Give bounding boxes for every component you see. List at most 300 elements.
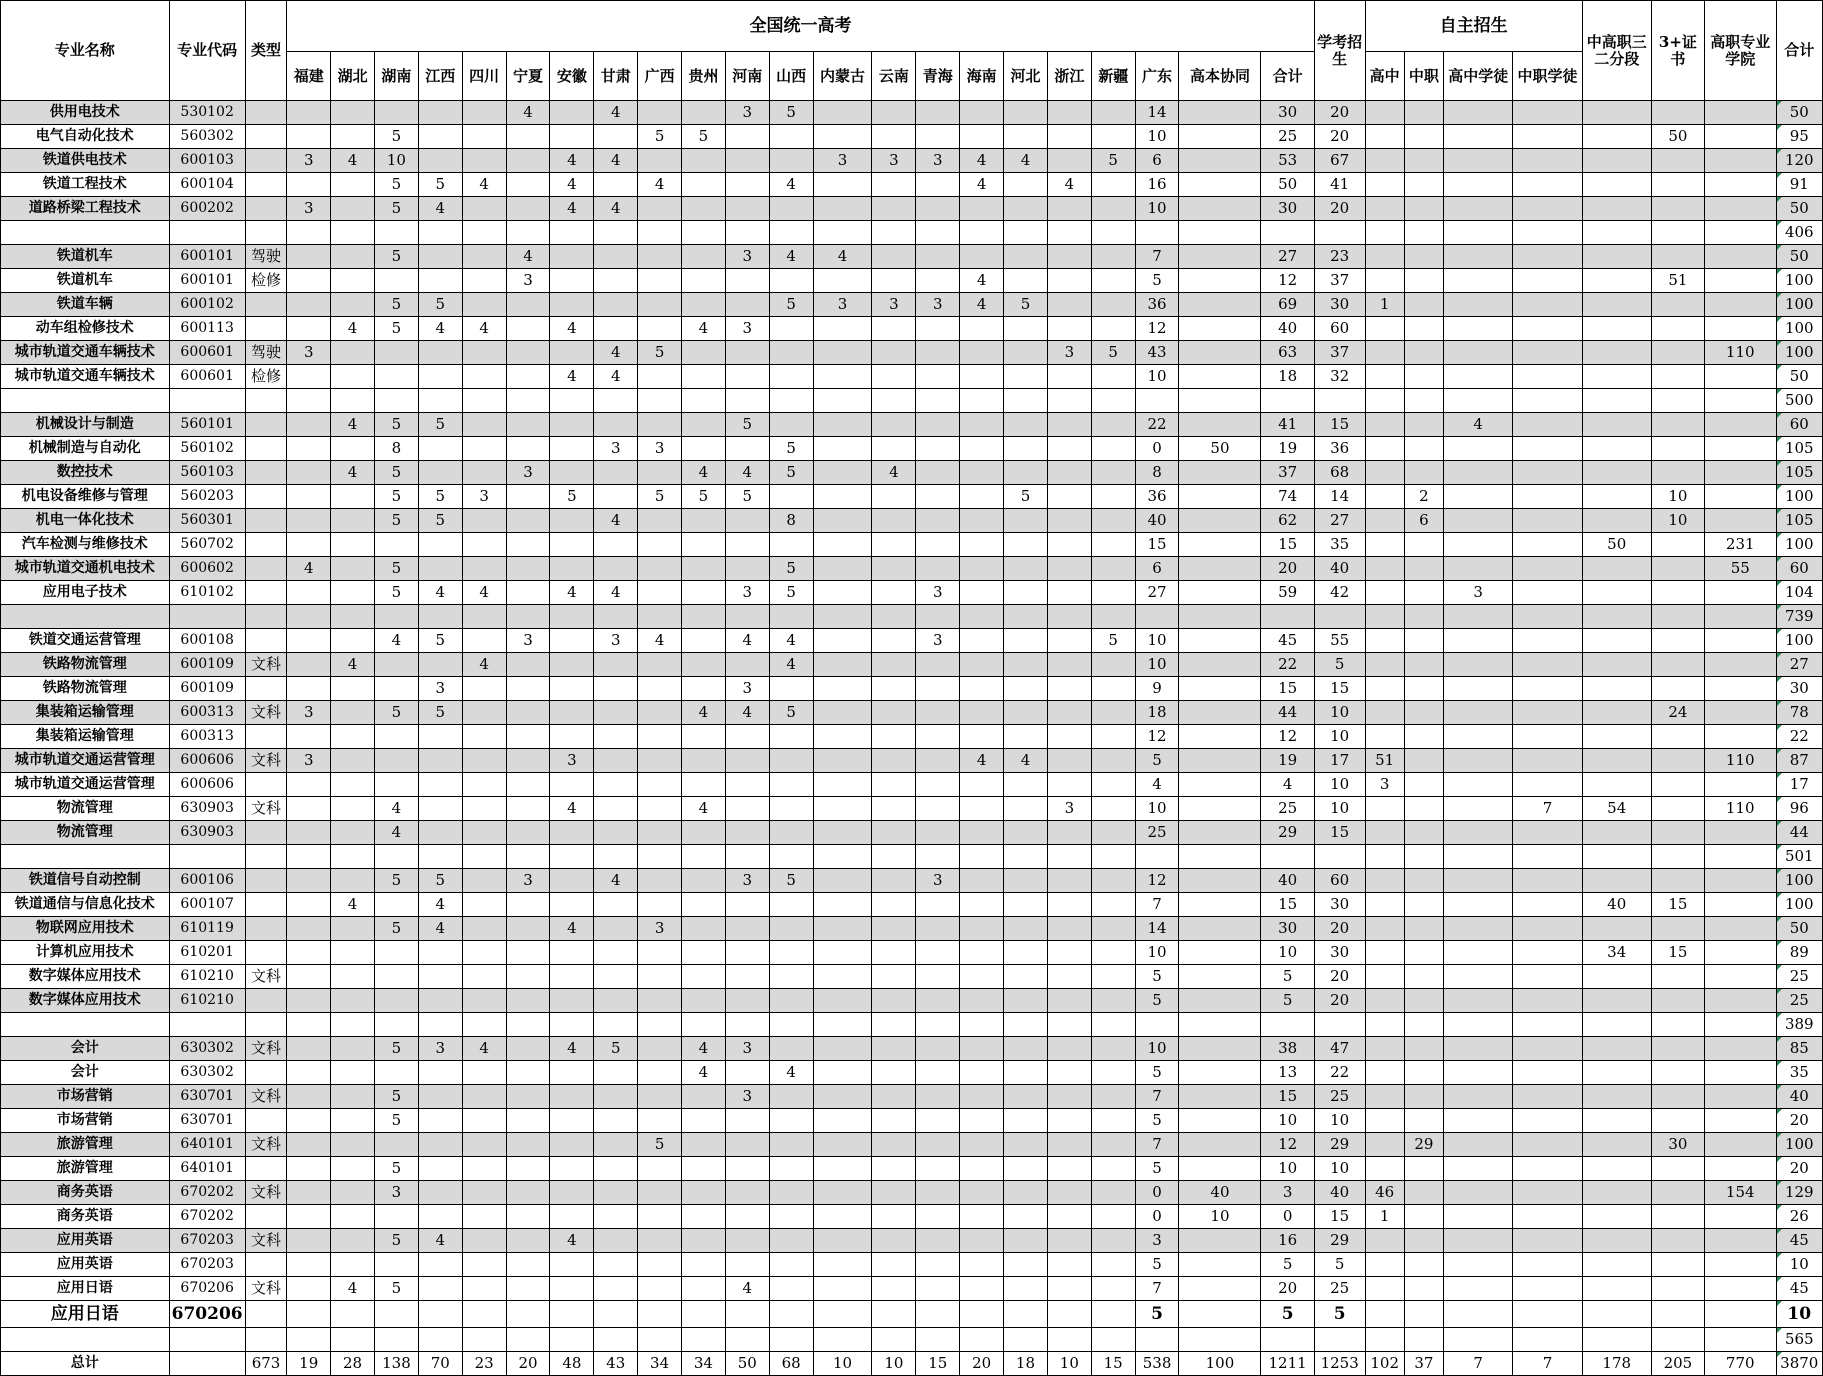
table-cell: [725, 1229, 769, 1253]
table-cell: [872, 221, 916, 245]
table-cell: [550, 269, 594, 293]
table-cell: [1404, 605, 1443, 629]
table-cell: 69: [1261, 293, 1314, 317]
table-cell: [594, 317, 638, 341]
table-cell: [1365, 221, 1404, 245]
table-cell: [1091, 461, 1135, 485]
table-cell: [1179, 1229, 1261, 1253]
major-name-cell: 机电一体化技术: [1, 509, 170, 533]
table-cell: 10: [1047, 1352, 1091, 1376]
table-cell: [1444, 965, 1513, 989]
table-cell: 7: [1513, 1352, 1582, 1376]
table-cell: 4: [1047, 173, 1091, 197]
table-cell: [1004, 197, 1048, 221]
table-cell: [1651, 605, 1704, 629]
table-cell: [725, 125, 769, 149]
table-cell: [1582, 461, 1651, 485]
table-cell: [462, 1277, 506, 1301]
table-cell: [1365, 1229, 1404, 1253]
table-cell: [1365, 1277, 1404, 1301]
table-row: [1, 917, 1823, 941]
table-cell: [1047, 533, 1091, 557]
type-cell: [245, 509, 287, 533]
header-province: 江西: [418, 52, 462, 101]
table-cell: [331, 941, 375, 965]
table-cell: [682, 1133, 726, 1157]
row-total-cell: 85: [1776, 1037, 1822, 1061]
table-cell: [594, 1181, 638, 1205]
table-cell: 15: [1651, 941, 1704, 965]
table-cell: [769, 1157, 813, 1181]
table-cell: 0: [1135, 1205, 1179, 1229]
table-cell: 44: [1261, 701, 1314, 725]
table-cell: [872, 557, 916, 581]
table-cell: 5: [418, 701, 462, 725]
table-cell: [1651, 389, 1704, 413]
type-cell: [245, 677, 287, 701]
table-cell: [1365, 1253, 1404, 1277]
table-cell: [1704, 245, 1776, 269]
table-cell: [1513, 869, 1582, 893]
table-cell: 14: [1135, 917, 1179, 941]
table-cell: [1704, 821, 1776, 845]
table-cell: [1404, 317, 1443, 341]
table-cell: [550, 1205, 594, 1229]
table-cell: [462, 917, 506, 941]
table-cell: 41: [1261, 413, 1314, 437]
table-cell: 5: [1261, 1301, 1314, 1328]
table-cell: 4: [331, 653, 375, 677]
type-cell: [245, 1328, 287, 1352]
table-cell: 5: [769, 293, 813, 317]
table-cell: [1704, 293, 1776, 317]
table-cell: [287, 917, 331, 941]
major-code-cell: 560702: [169, 533, 245, 557]
table-cell: [682, 845, 726, 869]
table-cell: [769, 965, 813, 989]
table-cell: [331, 101, 375, 125]
table-cell: 50: [725, 1352, 769, 1376]
type-cell: [245, 125, 287, 149]
row-total-cell: 105: [1776, 461, 1822, 485]
table-cell: [769, 1181, 813, 1205]
table-cell: 231: [1704, 533, 1776, 557]
table-cell: 25: [1261, 797, 1314, 821]
table-row: [1, 197, 1823, 221]
row-total-cell: 100: [1776, 629, 1822, 653]
major-name-cell: 商务英语: [1, 1181, 170, 1205]
table-cell: [1513, 989, 1582, 1013]
table-cell: [375, 605, 419, 629]
table-cell: [1704, 485, 1776, 509]
table-cell: [682, 1157, 726, 1181]
table-cell: [1365, 1013, 1404, 1037]
table-cell: [1091, 1157, 1135, 1181]
table-cell: 23: [1314, 245, 1365, 269]
table-cell: [594, 413, 638, 437]
table-cell: [1004, 389, 1048, 413]
table-cell: 10: [1314, 725, 1365, 749]
table-cell: 8: [769, 509, 813, 533]
table-cell: [462, 245, 506, 269]
table-cell: 30: [1261, 917, 1314, 941]
table-cell: [331, 341, 375, 365]
table-cell: [1513, 125, 1582, 149]
table-cell: [418, 725, 462, 749]
table-cell: [506, 1301, 550, 1328]
major-code-cell: [169, 1328, 245, 1352]
row-total-cell: 95: [1776, 125, 1822, 149]
table-cell: [872, 245, 916, 269]
table-cell: 5: [418, 293, 462, 317]
table-cell: [1582, 845, 1651, 869]
table-cell: [1091, 221, 1135, 245]
header-xuekao: 学考招生: [1314, 1, 1365, 101]
table-cell: [1513, 293, 1582, 317]
table-cell: [638, 581, 682, 605]
table-cell: 4: [960, 173, 1004, 197]
row-total-cell: 100: [1776, 317, 1822, 341]
table-cell: [1404, 413, 1443, 437]
table-cell: [769, 845, 813, 869]
table-cell: [769, 1013, 813, 1037]
table-cell: [287, 821, 331, 845]
table-cell: [638, 557, 682, 581]
major-name-cell: 会计: [1, 1037, 170, 1061]
table-cell: 5: [769, 461, 813, 485]
table-cell: [375, 773, 419, 797]
table-row: [1, 749, 1823, 773]
table-cell: [638, 797, 682, 821]
table-cell: [1513, 701, 1582, 725]
table-cell: 3: [1365, 773, 1404, 797]
header-type: 类型: [245, 1, 287, 101]
table-cell: [506, 1157, 550, 1181]
table-cell: [594, 389, 638, 413]
type-cell: [245, 1157, 287, 1181]
table-cell: [1513, 509, 1582, 533]
table-cell: 3: [594, 629, 638, 653]
table-cell: 60: [1314, 869, 1365, 893]
table-cell: [916, 725, 960, 749]
table-cell: [1582, 1205, 1651, 1229]
table-cell: 4: [550, 581, 594, 605]
table-cell: 36: [1135, 485, 1179, 509]
table-cell: 15: [1651, 893, 1704, 917]
table-cell: [682, 533, 726, 557]
table-cell: [287, 461, 331, 485]
table-cell: [1179, 797, 1261, 821]
table-cell: 5: [375, 125, 419, 149]
row-total-cell: 50: [1776, 101, 1822, 125]
table-cell: [550, 1157, 594, 1181]
table-cell: [916, 389, 960, 413]
table-cell: [1004, 245, 1048, 269]
table-cell: [1704, 869, 1776, 893]
table-cell: [594, 269, 638, 293]
table-cell: 4: [594, 581, 638, 605]
table-cell: [682, 365, 726, 389]
table-cell: 3: [725, 245, 769, 269]
table-cell: [331, 725, 375, 749]
table-cell: [331, 1037, 375, 1061]
table-cell: 22: [1135, 413, 1179, 437]
major-name-cell: 旅游管理: [1, 1133, 170, 1157]
table-cell: [1047, 629, 1091, 653]
table-cell: [331, 1013, 375, 1037]
type-cell: 驾驶: [245, 341, 287, 365]
table-cell: [1704, 1037, 1776, 1061]
table-cell: 5: [375, 1085, 419, 1109]
table-cell: [872, 917, 916, 941]
table-cell: [594, 1133, 638, 1157]
table-cell: [1261, 845, 1314, 869]
table-cell: [813, 821, 872, 845]
table-cell: 4: [418, 317, 462, 341]
table-cell: [638, 1328, 682, 1352]
table-row: [1, 533, 1823, 557]
table-cell: [813, 941, 872, 965]
table-cell: 15: [1314, 821, 1365, 845]
type-cell: [245, 389, 287, 413]
table-cell: [462, 341, 506, 365]
table-cell: [769, 533, 813, 557]
table-cell: [1091, 797, 1135, 821]
table-cell: [1047, 917, 1091, 941]
type-cell: [245, 149, 287, 173]
table-cell: [813, 1061, 872, 1085]
table-cell: [725, 1301, 769, 1328]
table-cell: [1179, 1109, 1261, 1133]
table-cell: [638, 1157, 682, 1181]
table-cell: [1513, 893, 1582, 917]
table-cell: [872, 941, 916, 965]
table-cell: 62: [1261, 509, 1314, 533]
table-cell: [960, 461, 1004, 485]
table-cell: [1004, 821, 1048, 845]
table-cell: [462, 989, 506, 1013]
table-cell: [916, 1328, 960, 1352]
table-cell: [1704, 1277, 1776, 1301]
table-cell: [1404, 269, 1443, 293]
table-cell: [1582, 389, 1651, 413]
type-cell: [245, 893, 287, 917]
table-cell: 4: [550, 197, 594, 221]
table-row: [1, 629, 1823, 653]
table-cell: [1404, 221, 1443, 245]
table-cell: [916, 461, 960, 485]
table-cell: [725, 749, 769, 773]
table-cell: [769, 797, 813, 821]
table-cell: 3: [1047, 341, 1091, 365]
table-cell: [462, 149, 506, 173]
table-cell: [1091, 749, 1135, 773]
table-cell: [287, 221, 331, 245]
table-cell: 205: [1651, 1352, 1704, 1376]
table-cell: [1651, 1061, 1704, 1085]
table-cell: [1704, 197, 1776, 221]
table-cell: [418, 605, 462, 629]
table-cell: [287, 245, 331, 269]
table-cell: [594, 605, 638, 629]
table-cell: [462, 461, 506, 485]
table-cell: [682, 1109, 726, 1133]
major-name-cell: 数字媒体应用技术: [1, 989, 170, 1013]
table-cell: 4: [550, 173, 594, 197]
table-cell: [682, 629, 726, 653]
table-cell: [1365, 509, 1404, 533]
table-cell: [1513, 629, 1582, 653]
table-cell: [769, 1301, 813, 1328]
table-cell: [1091, 941, 1135, 965]
table-cell: [506, 173, 550, 197]
table-cell: 10: [1261, 941, 1314, 965]
table-cell: [1704, 1109, 1776, 1133]
table-cell: [331, 245, 375, 269]
table-cell: [1651, 1229, 1704, 1253]
major-code-cell: 630701: [169, 1109, 245, 1133]
major-code-cell: [169, 221, 245, 245]
table-cell: [506, 773, 550, 797]
table-cell: [375, 1301, 419, 1328]
table-cell: [916, 341, 960, 365]
table-cell: 10: [1314, 1157, 1365, 1181]
table-cell: [638, 653, 682, 677]
table-cell: [1404, 821, 1443, 845]
table-cell: [960, 125, 1004, 149]
row-total-cell: 100: [1776, 893, 1822, 917]
table-row: [1, 341, 1823, 365]
table-cell: [594, 293, 638, 317]
major-name-cell: 铁道信号自动控制: [1, 869, 170, 893]
table-row: [1, 1253, 1823, 1277]
table-cell: [916, 605, 960, 629]
table-cell: [1365, 605, 1404, 629]
table-cell: [1004, 581, 1048, 605]
table-cell: 5: [375, 1229, 419, 1253]
table-cell: 20: [1314, 101, 1365, 125]
table-cell: [1365, 629, 1404, 653]
table-cell: [331, 1205, 375, 1229]
table-cell: [1704, 893, 1776, 917]
table-cell: [375, 365, 419, 389]
table-cell: [682, 941, 726, 965]
table-cell: [1365, 317, 1404, 341]
major-name-cell: 汽车检测与维修技术: [1, 533, 170, 557]
table-cell: 5: [375, 1037, 419, 1061]
header-province: 河南: [725, 52, 769, 101]
table-cell: [550, 509, 594, 533]
table-cell: [1513, 533, 1582, 557]
table-cell: [872, 1181, 916, 1205]
table-cell: [1704, 221, 1776, 245]
table-cell: [769, 917, 813, 941]
major-name-cell: 铁道车辆: [1, 293, 170, 317]
table-cell: [1444, 509, 1513, 533]
table-cell: [725, 269, 769, 293]
table-cell: [1135, 845, 1179, 869]
table-cell: [418, 845, 462, 869]
table-cell: [1404, 1277, 1443, 1301]
table-cell: 20: [960, 1352, 1004, 1376]
type-cell: [245, 845, 287, 869]
table-cell: [1004, 365, 1048, 389]
table-cell: [725, 173, 769, 197]
table-cell: [462, 389, 506, 413]
table-row: [1, 1013, 1823, 1037]
table-cell: [1004, 629, 1048, 653]
type-cell: [245, 629, 287, 653]
table-cell: [872, 509, 916, 533]
table-cell: [916, 1205, 960, 1229]
major-name-cell: 物联网应用技术: [1, 917, 170, 941]
table-cell: 4: [594, 101, 638, 125]
table-cell: [1004, 461, 1048, 485]
table-cell: [1004, 1229, 1048, 1253]
table-cell: [1444, 749, 1513, 773]
table-cell: [287, 1229, 331, 1253]
table-cell: [1444, 677, 1513, 701]
table-cell: [1582, 293, 1651, 317]
table-cell: [287, 965, 331, 989]
table-cell: [725, 533, 769, 557]
major-code-cell: 610201: [169, 941, 245, 965]
table-cell: [960, 965, 1004, 989]
table-cell: [1404, 725, 1443, 749]
table-cell: 1253: [1314, 1352, 1365, 1376]
table-cell: [725, 221, 769, 245]
table-cell: [506, 989, 550, 1013]
table-row: [1, 677, 1823, 701]
row-total-cell: 739: [1776, 605, 1822, 629]
major-code-cell: 600313: [169, 725, 245, 749]
table-cell: [550, 1085, 594, 1109]
table-cell: 5: [1314, 1301, 1365, 1328]
table-cell: [1444, 605, 1513, 629]
table-cell: 3: [1444, 581, 1513, 605]
table-cell: [331, 605, 375, 629]
table-cell: [550, 629, 594, 653]
table-cell: 4: [1261, 773, 1314, 797]
table-cell: [725, 653, 769, 677]
table-cell: 10: [1651, 485, 1704, 509]
table-cell: [506, 1085, 550, 1109]
table-cell: [682, 1328, 726, 1352]
table-cell: [682, 389, 726, 413]
table-cell: [506, 1109, 550, 1133]
table-cell: [418, 557, 462, 581]
table-cell: 4: [418, 197, 462, 221]
table-cell: [638, 677, 682, 701]
table-cell: [1651, 1301, 1704, 1328]
table-cell: [813, 173, 872, 197]
table-cell: [462, 221, 506, 245]
major-code-cell: 600103: [169, 149, 245, 173]
table-cell: [1444, 1229, 1513, 1253]
table-cell: [1704, 1061, 1776, 1085]
table-cell: [1444, 701, 1513, 725]
table-cell: [638, 965, 682, 989]
major-code-cell: 600313: [169, 701, 245, 725]
table-cell: [1091, 413, 1135, 437]
table-cell: 5: [1314, 1253, 1365, 1277]
table-cell: [287, 1013, 331, 1037]
table-cell: [550, 245, 594, 269]
table-cell: [1513, 1061, 1582, 1085]
row-total-cell: 91: [1776, 173, 1822, 197]
table-cell: [1704, 1013, 1776, 1037]
table-cell: [1004, 1037, 1048, 1061]
